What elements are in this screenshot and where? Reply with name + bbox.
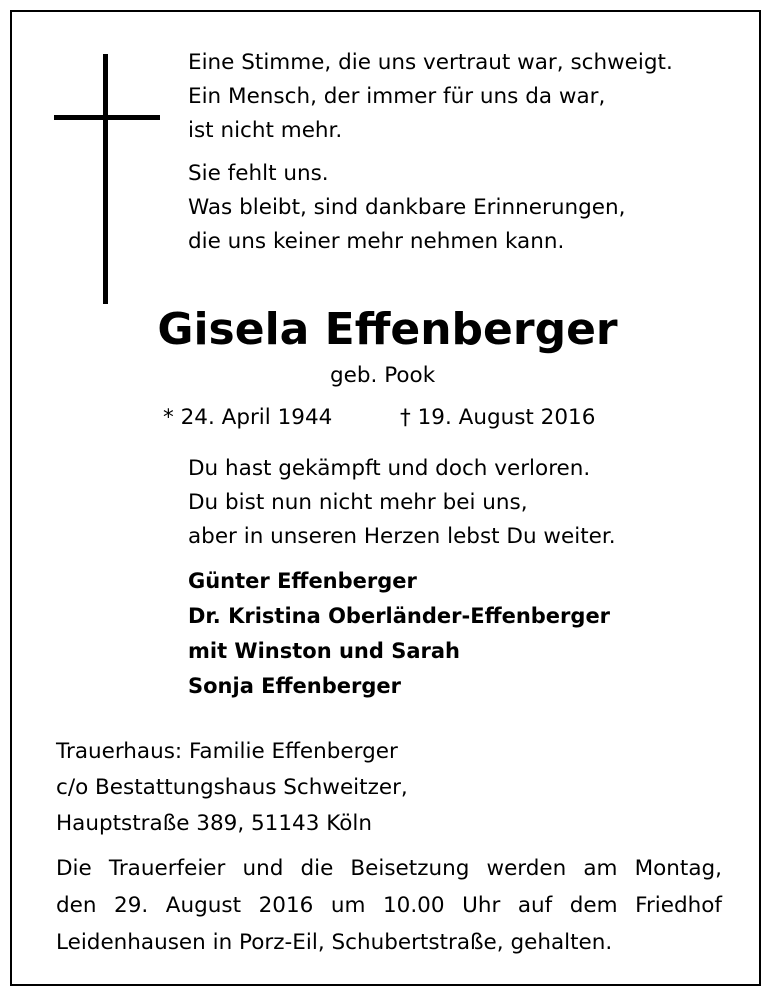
verse-line: die uns keiner mehr nehmen kann. bbox=[188, 229, 565, 254]
verse-line: Eine Stimme, die uns vertraut war, schweigt. bbox=[188, 50, 673, 75]
mourner-name: mit Winston und Sarah bbox=[188, 639, 460, 663]
verse-line: Du bist nun nicht mehr bei uns, bbox=[188, 490, 528, 515]
verse-line: Du hast gekämpft und doch verloren. bbox=[188, 456, 591, 481]
verse-line: Ein Mensch, der immer für uns da war, bbox=[188, 84, 606, 109]
address-line: Hauptstraße 389, 51143 Köln bbox=[56, 811, 373, 836]
deceased-name: Gisela Effenberger bbox=[157, 304, 618, 355]
closing-verse bbox=[188, 452, 616, 554]
ceremony-line: den 29. August 2016 um 10.00 Uhr auf dem Friedhof bbox=[56, 893, 722, 918]
ceremony-info bbox=[56, 850, 722, 961]
cross-icon bbox=[54, 54, 160, 304]
mourning-house-address bbox=[56, 734, 408, 842]
address-line: c/o Bestattungshaus Schweitzer, bbox=[56, 775, 408, 800]
birth-date: * 24. April 1944 bbox=[163, 405, 333, 430]
verse-line: aber in unseren Herzen lebst Du weiter. bbox=[188, 524, 616, 549]
ceremony-line: Die Trauerfeier und die Beisetzung werden am Montag, bbox=[56, 856, 722, 881]
opening-verse bbox=[188, 46, 673, 148]
obituary-notice bbox=[10, 10, 761, 986]
second-verse bbox=[188, 157, 625, 259]
verse-line: Sie fehlt uns. bbox=[188, 161, 329, 186]
mourner-name: Sonja Effenberger bbox=[188, 674, 401, 698]
mourners-list bbox=[188, 564, 610, 704]
mourner-name: Günter Effenberger bbox=[188, 569, 417, 593]
verse-line: Was bleibt, sind dankbare Erinnerungen, bbox=[188, 195, 626, 220]
mourner-name: Dr. Kristina Oberländer-Effenberger bbox=[188, 604, 611, 628]
verse-line: ist nicht mehr. bbox=[188, 118, 343, 143]
maiden-name: geb. Pook bbox=[330, 363, 436, 388]
address-line: Trauerhaus: Familie Effenberger bbox=[56, 739, 398, 764]
ceremony-line: Leidenhausen in Porz-Eil, Schubertstraße, gehalten. bbox=[56, 930, 613, 955]
death-date: † 19. August 2016 bbox=[400, 405, 596, 430]
